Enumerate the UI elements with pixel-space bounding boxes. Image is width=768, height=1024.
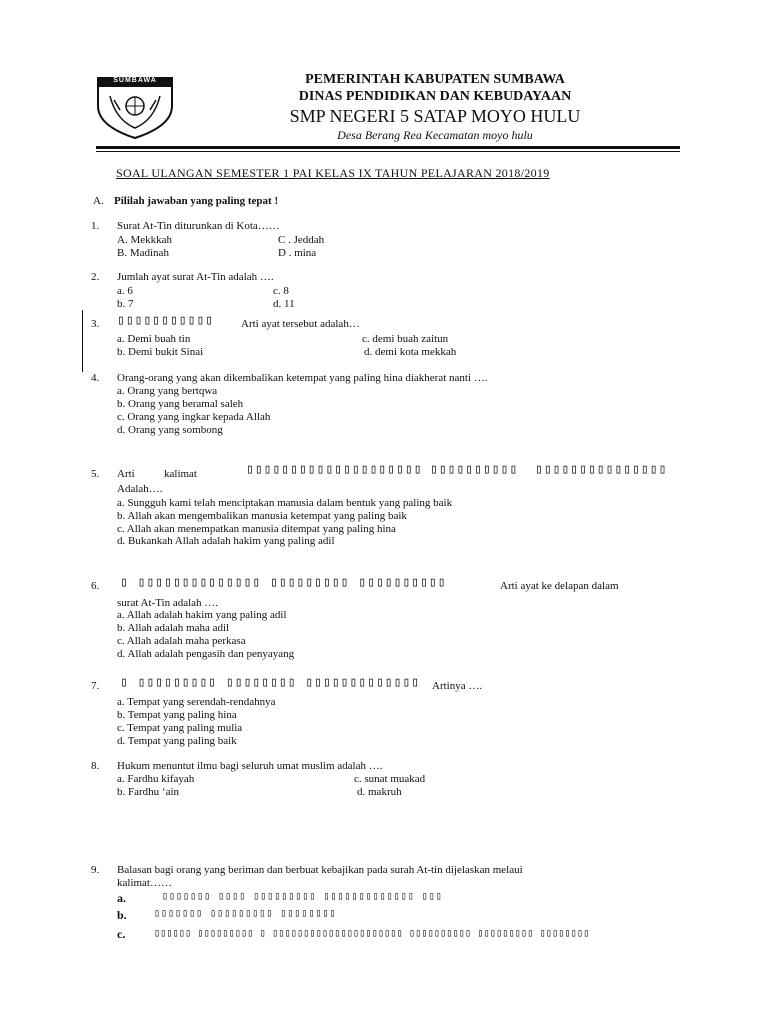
option: b. Orang yang beramal saleh	[117, 398, 244, 410]
option: a. Orang yang bertqwa	[117, 385, 218, 397]
question-text: kalimat……	[117, 877, 172, 889]
option: a. Tempat yang serendah-rendahnya	[117, 696, 276, 708]
option: d. Bukankah Allah adalah hakim yang paling adil	[117, 535, 335, 547]
option: c. Tempat yang paling mulia	[117, 722, 243, 734]
question-text: Arti ayat tersebut adalah…	[241, 318, 360, 330]
option: d. Allah adalah pengasih dan penyayang	[117, 648, 295, 660]
arabic-verse: ▯▯▯▯▯▯▯▯▯▯▯▯▯▯▯	[535, 462, 668, 477]
school-logo	[96, 76, 174, 140]
question-text: surat At-Tin adalah ….	[117, 597, 219, 609]
option: c. Allah akan menempatkan manusia ditempat yang paling hina	[117, 523, 396, 535]
option: a. 6	[117, 285, 133, 297]
option: B. Madinah	[117, 247, 169, 259]
question-text: Hukum menuntut ilmu bagi seluruh umat muslim adalah ….	[117, 760, 383, 772]
option: c. demi buah zaitun	[362, 333, 449, 345]
question-number: 4.	[91, 372, 100, 384]
header-rule-thin	[96, 151, 680, 152]
option: D . mina	[278, 247, 317, 259]
option: a. Sungguh kami telah menciptakan manusia dalam bentuk yang paling baik	[117, 497, 453, 509]
option-label: b.	[117, 908, 127, 922]
option: d. demi kota mekkah	[364, 346, 457, 358]
question-text: Balasan bagi orang yang beriman dan berbuat kebajikan pada surah At-tin dijelaskan melaui	[117, 864, 523, 876]
option: d. makruh	[357, 786, 402, 798]
arabic-verse: ▯▯▯▯▯▯▯▯▯▯▯▯▯▯▯▯▯▯▯▯	[246, 462, 423, 477]
question-text: Orang-orang yang akan dikembalikan ketempat yang paling hina diakherat nanti ….	[117, 372, 488, 384]
header-address: Desa Berang Rea Kecamatan moyo hulu	[337, 128, 533, 142]
question-text: Surat At-Tin diturunkan di Kota……	[117, 220, 280, 232]
option: b. Allah akan mengembalikan manusia ketempat yang paling baik	[117, 510, 407, 522]
option-label: c.	[117, 927, 126, 941]
question-number: 3.	[91, 318, 100, 330]
option: c. Orang yang ingkar kepada Allah	[117, 411, 271, 423]
option: b. Tempat yang paling hina	[117, 709, 237, 721]
question-number: 1.	[91, 220, 100, 232]
arabic-verse: ▯ ▯▯▯▯▯▯▯▯▯ ▯▯▯▯▯▯▯▯ ▯▯▯▯▯▯▯▯▯▯▯▯▯	[120, 675, 421, 690]
header-government: PEMERINTAH KABUPATEN SUMBAWA	[305, 72, 565, 87]
option: C . Jeddah	[278, 234, 325, 246]
option: d. Orang yang sombong	[117, 424, 223, 436]
option: c. Allah adalah maha perkasa	[117, 635, 246, 647]
margin-bar	[82, 310, 83, 372]
option: b. Demi bukit Sinai	[117, 346, 204, 358]
option: b. Fardhu ‘ain	[117, 786, 180, 798]
header-school-name: SMP NEGERI 5 SATAP MOYO HULU	[289, 106, 581, 126]
option: A. Mekkkah	[117, 234, 172, 246]
question-number: 2.	[91, 271, 100, 283]
header-department: DINAS PENDIDIKAN DAN KEBUDAYAAN	[298, 89, 572, 104]
option: d. Tempat yang paling baik	[117, 735, 237, 747]
question-number: 7.	[91, 680, 100, 692]
option: a. Fardhu kifayah	[117, 773, 195, 785]
question-text: Arti	[117, 468, 135, 480]
arabic-verse: ▯▯▯▯▯▯ ▯▯▯▯▯▯▯▯▯ ▯ ▯▯▯▯▯▯▯▯▯▯▯▯▯▯▯▯▯▯▯▯▯ ▯▯▯▯▯▯▯▯▯▯ ▯▯▯▯▯▯▯▯▯ ▯▯▯▯▯▯▯▯	[154, 928, 590, 939]
option-label: a.	[117, 891, 126, 905]
question-text: Artinya ….	[432, 680, 483, 692]
question-text: Adalah….	[117, 483, 163, 495]
regency-emblem-icon	[96, 76, 174, 140]
question-number: 8.	[91, 760, 100, 772]
arabic-verse: ▯▯▯▯▯▯▯▯▯▯▯	[117, 313, 215, 328]
question-number: 6.	[91, 580, 100, 592]
question-text: kalimat	[164, 468, 197, 480]
arabic-verse: ▯▯▯▯▯▯▯ ▯▯▯▯▯▯▯▯▯ ▯▯▯▯▯▯▯▯	[154, 908, 337, 919]
question-text: Arti ayat ke delapan dalam	[500, 580, 619, 592]
option: a. Allah adalah hakim yang paling adil	[117, 609, 287, 621]
exam-title: SOAL ULANGAN SEMESTER 1 PAI KELAS IX TAHUN PELAJARAN 2018/2019	[116, 166, 550, 180]
option: c. 8	[273, 285, 289, 297]
option: a. Demi buah tin	[117, 333, 191, 345]
arabic-verse: ▯▯▯▯▯▯▯ ▯▯▯▯ ▯▯▯▯▯▯▯▯▯ ▯▯▯▯▯▯▯▯▯▯▯▯▯ ▯▯▯	[162, 891, 443, 902]
header-rule-thick	[96, 146, 680, 149]
question-number: 5.	[91, 468, 100, 480]
option: b. Allah adalah maha adil	[117, 622, 230, 634]
section-instruction: Pililah jawaban yang paling tepat !	[114, 195, 279, 207]
question-number: 9.	[91, 864, 100, 876]
option: b. 7	[117, 298, 134, 310]
section-label: A.	[93, 195, 104, 207]
option: c. sunat muakad	[354, 773, 426, 785]
arabic-verse: ▯ ▯▯▯▯▯▯▯▯▯▯▯▯▯▯ ▯▯▯▯▯▯▯▯▯ ▯▯▯▯▯▯▯▯▯▯	[120, 575, 447, 590]
logo-text: SUMBAWA	[113, 77, 157, 84]
arabic-verse: ▯▯▯▯▯▯▯▯▯▯	[430, 462, 519, 477]
question-text: Jumlah ayat surat At-Tin adalah ….	[117, 271, 274, 283]
option: d. 11	[273, 298, 295, 310]
